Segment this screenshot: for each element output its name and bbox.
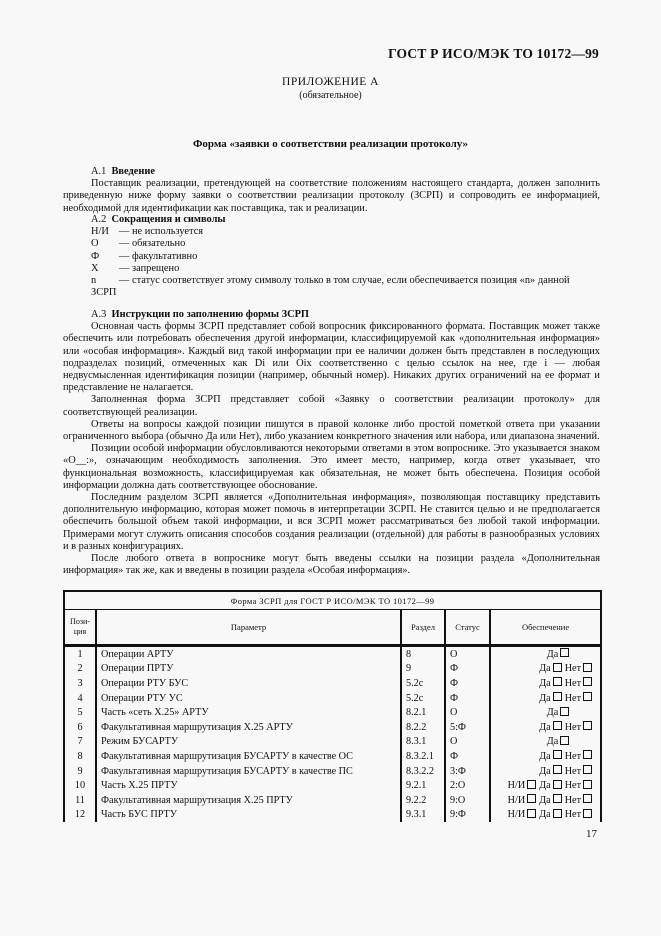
document-code: ГОСТ Р ИСО/МЭК ТО 10172—99 xyxy=(388,46,599,61)
row-position: 12 xyxy=(64,808,96,823)
checkbox-icon[interactable] xyxy=(583,809,592,818)
column-header-status: Статус xyxy=(445,610,490,646)
column-header-support: Обеспечение xyxy=(490,610,601,646)
row-position: 6 xyxy=(64,720,96,735)
row-position: 3 xyxy=(64,676,96,691)
support-option-label: Нет xyxy=(564,692,582,704)
icrp-form-table xyxy=(63,590,602,822)
page-number: 17 xyxy=(586,828,597,840)
row-parameter: Операции РТУ УС xyxy=(96,691,401,706)
checkbox-icon[interactable] xyxy=(583,794,592,803)
checkbox-icon[interactable] xyxy=(560,736,569,745)
support-option-label: Да xyxy=(539,794,551,806)
table-body xyxy=(64,646,601,823)
support-option-label: Нет xyxy=(564,750,582,762)
support-option-label: Нет xyxy=(564,663,582,675)
support-option-no[interactable] xyxy=(565,663,592,674)
support-option-label: Нет xyxy=(564,780,582,792)
support-option-label: Да xyxy=(546,707,559,719)
support-option-label: Да xyxy=(539,721,551,733)
support-option-yes[interactable] xyxy=(539,766,561,777)
abbr-item: О — обязательно xyxy=(91,238,186,250)
row-position: 2 xyxy=(64,662,96,677)
row-parameter: Часть БУС ПРТУ xyxy=(96,808,401,823)
row-status: 9:Ф xyxy=(445,808,490,823)
support-option-no[interactable] xyxy=(565,766,592,777)
checkbox-icon[interactable] xyxy=(553,663,562,672)
column-header-position: Пози-ция xyxy=(64,610,96,646)
row-section: 8.3.1 xyxy=(401,735,445,750)
table-row xyxy=(64,735,601,750)
section-a3-paragraph: Основная часть формы ЗСРП представляет собой вопросник фиксированного формата. Поставщик может также обеспечить или потребовать обеспечения другой информации, классифицируемой как «дополнительная информация» или «особая информация». Каждый вид такой информации при ее наличии должен быть представлен в последующих подразделах позиций, отмеченных как Di или Oix соответственно с целью ссылок на нее, где i — любая недвусмысленная идентификация позиции (например, обычный номер). Никаких других ограничений на ее формат и представление не налагается. xyxy=(63,321,600,394)
row-support xyxy=(490,808,601,823)
section-a3-paragraph: Ответы на вопросы каждой позиции пишутся в правой колонке либо простой пометкой ответа при указании ограниченного выбора (обычно Да или Нет), либо указанием конкретного значения или набора, или диапазона значений. xyxy=(63,418,600,443)
row-position: 8 xyxy=(64,749,96,764)
row-parameter: Факультативная маршрутизация Х.25 АРТУ xyxy=(96,720,401,735)
row-support xyxy=(490,705,601,720)
section-a1 xyxy=(63,166,600,215)
checkbox-icon[interactable] xyxy=(553,677,562,686)
checkbox-icon[interactable] xyxy=(560,707,569,716)
abbr-item: Н/И — не используется xyxy=(91,226,204,238)
checkbox-icon[interactable] xyxy=(583,750,592,759)
support-option-label: Нет xyxy=(564,721,582,733)
row-section: 8 xyxy=(401,646,445,662)
checkbox-icon[interactable] xyxy=(553,765,562,774)
row-section: 5.2с xyxy=(401,676,445,691)
annex-subtitle: (обязательное) xyxy=(299,90,362,101)
checkbox-icon[interactable] xyxy=(583,663,592,672)
support-option-label: Да xyxy=(539,750,551,762)
row-section: 9.3.1 xyxy=(401,808,445,823)
checkbox-icon[interactable] xyxy=(553,750,562,759)
support-option-yes[interactable] xyxy=(539,663,561,674)
form-title: Форма «заявки о соответствии реализации протоколу» xyxy=(192,138,469,150)
row-status: Ф xyxy=(445,662,490,677)
support-option-label: Да xyxy=(539,765,551,777)
support-option-label: Да xyxy=(539,692,551,704)
checkbox-icon[interactable] xyxy=(553,794,562,803)
checkbox-icon[interactable] xyxy=(553,780,562,789)
support-option-yes[interactable] xyxy=(539,809,561,820)
annex-title: ПРИЛОЖЕНИЕ А xyxy=(282,76,379,88)
section-a3-paragraph: Последним разделом ЗСРП является «Дополнительная информация», позволяющая поставщику представить дополнительную информацию, которая может помочь в интерпретации ЗСРП. Не ставится целью и не предполагается обеспечить большой объем такой информации, и вся ЗСРП может рассматриваться без любой такой информации. Примерами могут служить описания способов создания реализации (отдельной) для работы в разнообразных условиях и в разных конфигурациях. xyxy=(63,492,600,552)
support-option-label: Нет xyxy=(564,765,582,777)
checkbox-icon[interactable] xyxy=(583,677,592,686)
abbr-item: Ф — факультативно xyxy=(91,250,198,262)
table-row xyxy=(64,662,601,677)
checkbox-icon[interactable] xyxy=(527,794,536,803)
row-status: Ф xyxy=(445,676,490,691)
row-section: 8.2.1 xyxy=(401,705,445,720)
row-support xyxy=(490,662,601,677)
row-parameter: Факультативная маршрутизация БУСАРТУ в качестве ПС xyxy=(96,764,401,779)
support-option-no[interactable] xyxy=(565,722,592,733)
table-row xyxy=(64,749,601,764)
checkbox-icon[interactable] xyxy=(553,809,562,818)
row-parameter: Операции АРТУ xyxy=(96,646,401,662)
support-option-na[interactable] xyxy=(508,780,537,791)
table-row xyxy=(64,720,601,735)
row-position: 7 xyxy=(64,735,96,750)
row-support xyxy=(490,646,601,662)
support-option-label: Да xyxy=(539,809,551,821)
row-support xyxy=(490,793,601,808)
table-row xyxy=(64,793,601,808)
row-support xyxy=(490,764,601,779)
support-option-no[interactable] xyxy=(565,795,592,806)
support-option-yes[interactable] xyxy=(539,780,561,791)
support-option-yes[interactable] xyxy=(547,649,569,660)
support-option-label: Н/И xyxy=(507,780,526,792)
support-option-no[interactable] xyxy=(565,751,592,762)
support-option-yes[interactable] xyxy=(547,736,569,747)
abbr-item: n — статус соответствует этому символу только в том случае, если обеспечивается позиция «n» данной xyxy=(91,275,570,287)
support-option-label: Нет xyxy=(564,794,582,806)
row-section: 8.3.2.1 xyxy=(401,749,445,764)
table-row xyxy=(64,691,601,706)
row-status: 9:О xyxy=(445,793,490,808)
support-option-na[interactable] xyxy=(508,795,537,806)
row-parameter: Факультативная маршрутизация Х.25 ПРТУ xyxy=(96,793,401,808)
row-support xyxy=(490,778,601,793)
checkbox-icon[interactable] xyxy=(560,648,569,657)
support-option-label: Н/И xyxy=(507,809,526,821)
section-a3 xyxy=(63,309,600,577)
column-header-parameter: Параметр xyxy=(96,610,401,646)
row-support xyxy=(490,735,601,750)
table-header-row xyxy=(64,610,601,646)
table-title: Форма ЗСРП для ГОСТ Р ИСО/МЭК ТО 10172—99 xyxy=(64,591,601,610)
support-option-label: Да xyxy=(539,663,551,675)
support-option-label: Да xyxy=(539,780,551,792)
row-parameter: Часть «сеть Х.25» АРТУ xyxy=(96,705,401,720)
row-parameter: Факультативная маршрутизация БУСАРТУ в качестве ОС xyxy=(96,749,401,764)
checkbox-icon[interactable] xyxy=(527,809,536,818)
row-parameter: Операции РТУ БУС xyxy=(96,676,401,691)
row-status: О xyxy=(445,646,490,662)
row-position: 4 xyxy=(64,691,96,706)
section-a3-heading: А.3 Инструкции по заполнению формы ЗСРП xyxy=(91,309,310,320)
section-a3-paragraph: Заполненная форма ЗСРП представляет собой «Заявку о соответствии реализации протоколу» для соответствующей реализации. xyxy=(63,394,600,418)
support-option-no[interactable] xyxy=(565,678,592,689)
column-header-section: Раздел xyxy=(401,610,445,646)
row-status: О xyxy=(445,705,490,720)
row-support xyxy=(490,749,601,764)
row-status: Ф xyxy=(445,691,490,706)
checkbox-icon[interactable] xyxy=(583,692,592,701)
section-a2-heading: А.2 Сокращения и символы xyxy=(91,214,226,225)
checkbox-icon[interactable] xyxy=(583,721,592,730)
row-parameter: Часть Х.25 ПРТУ xyxy=(96,778,401,793)
row-support xyxy=(490,691,601,706)
row-section: 9.2.1 xyxy=(401,778,445,793)
support-option-yes[interactable] xyxy=(539,722,561,733)
table-row xyxy=(64,764,601,779)
row-position: 11 xyxy=(64,793,96,808)
row-support xyxy=(490,676,601,691)
support-option-yes[interactable] xyxy=(539,751,561,762)
table-row xyxy=(64,676,601,691)
row-status: Ф xyxy=(445,749,490,764)
table-row xyxy=(64,705,601,720)
checkbox-icon[interactable] xyxy=(527,780,536,789)
section-a1-paragraph: Поставщик реализации, претендующей на соответствие положениям настоящего стандарта, должен заполнить приведенную ниже форму заявки о соответствии реализации протоколу (ЗСРП) и сопроводить ее информацией, необходимой для идентификации как поставщика, так и реализации. xyxy=(63,178,600,214)
row-section: 8.3.2.2 xyxy=(401,764,445,779)
row-position: 10 xyxy=(64,778,96,793)
row-position: 5 xyxy=(64,705,96,720)
checkbox-icon[interactable] xyxy=(583,780,592,789)
row-status: 5:Ф xyxy=(445,720,490,735)
row-status: 3:Ф xyxy=(445,764,490,779)
support-option-yes[interactable] xyxy=(539,795,561,806)
abbr-item-continuation: ЗСРП xyxy=(91,287,117,299)
section-a3-paragraph: После любого ответа в вопроснике могут быть введены ссылки на позиции раздела «Дополнительная информация» так же, как и введены в позиции раздела «Особая информация». xyxy=(63,553,600,577)
section-a3-paragraph: Позиции особой информации обусловливаются некоторыми ответами в этом вопроснике. Это указывается знаком «O__:», означающим необходимость заполнения. Это имеет место, например, когда ответ указывает, что функциональная возможность, классифицируемая как обязательная, не может быть обеспечена. Позиция особой информации должна дать соответствующее обоснование. xyxy=(63,443,600,491)
table-title-row xyxy=(64,591,601,610)
row-parameter: Операции ПРТУ xyxy=(96,662,401,677)
support-option-no[interactable] xyxy=(565,693,592,704)
row-section: 9 xyxy=(401,662,445,677)
row-parameter: Режим БУСАРТУ xyxy=(96,735,401,750)
support-option-label: Да xyxy=(546,648,559,660)
support-option-label: Нет xyxy=(564,677,582,689)
section-a2 xyxy=(63,214,600,299)
table-row xyxy=(64,808,601,823)
support-option-na[interactable] xyxy=(508,809,537,820)
support-option-no[interactable] xyxy=(565,780,592,791)
checkbox-icon[interactable] xyxy=(583,765,592,774)
checkbox-icon[interactable] xyxy=(553,692,562,701)
row-support xyxy=(490,720,601,735)
row-status: 2:О xyxy=(445,778,490,793)
row-section: 8.2.2 xyxy=(401,720,445,735)
support-option-label: Да xyxy=(546,736,559,748)
table-row xyxy=(64,778,601,793)
row-section: 5.2с xyxy=(401,691,445,706)
abbr-item: Х — запрещено xyxy=(91,262,180,274)
row-status: О xyxy=(445,735,490,750)
support-option-yes[interactable] xyxy=(539,693,561,704)
row-section: 9.2.2 xyxy=(401,793,445,808)
support-option-label: Да xyxy=(539,677,551,689)
row-position: 9 xyxy=(64,764,96,779)
table-row xyxy=(64,646,601,662)
row-position: 1 xyxy=(64,646,96,662)
support-option-label: Н/И xyxy=(507,794,526,806)
section-a1-heading: А.1 Введение xyxy=(91,166,155,177)
support-option-yes[interactable] xyxy=(539,678,561,689)
support-option-no[interactable] xyxy=(565,809,592,820)
checkbox-icon[interactable] xyxy=(553,721,562,730)
support-option-label: Нет xyxy=(564,809,582,821)
support-option-yes[interactable] xyxy=(547,707,569,718)
